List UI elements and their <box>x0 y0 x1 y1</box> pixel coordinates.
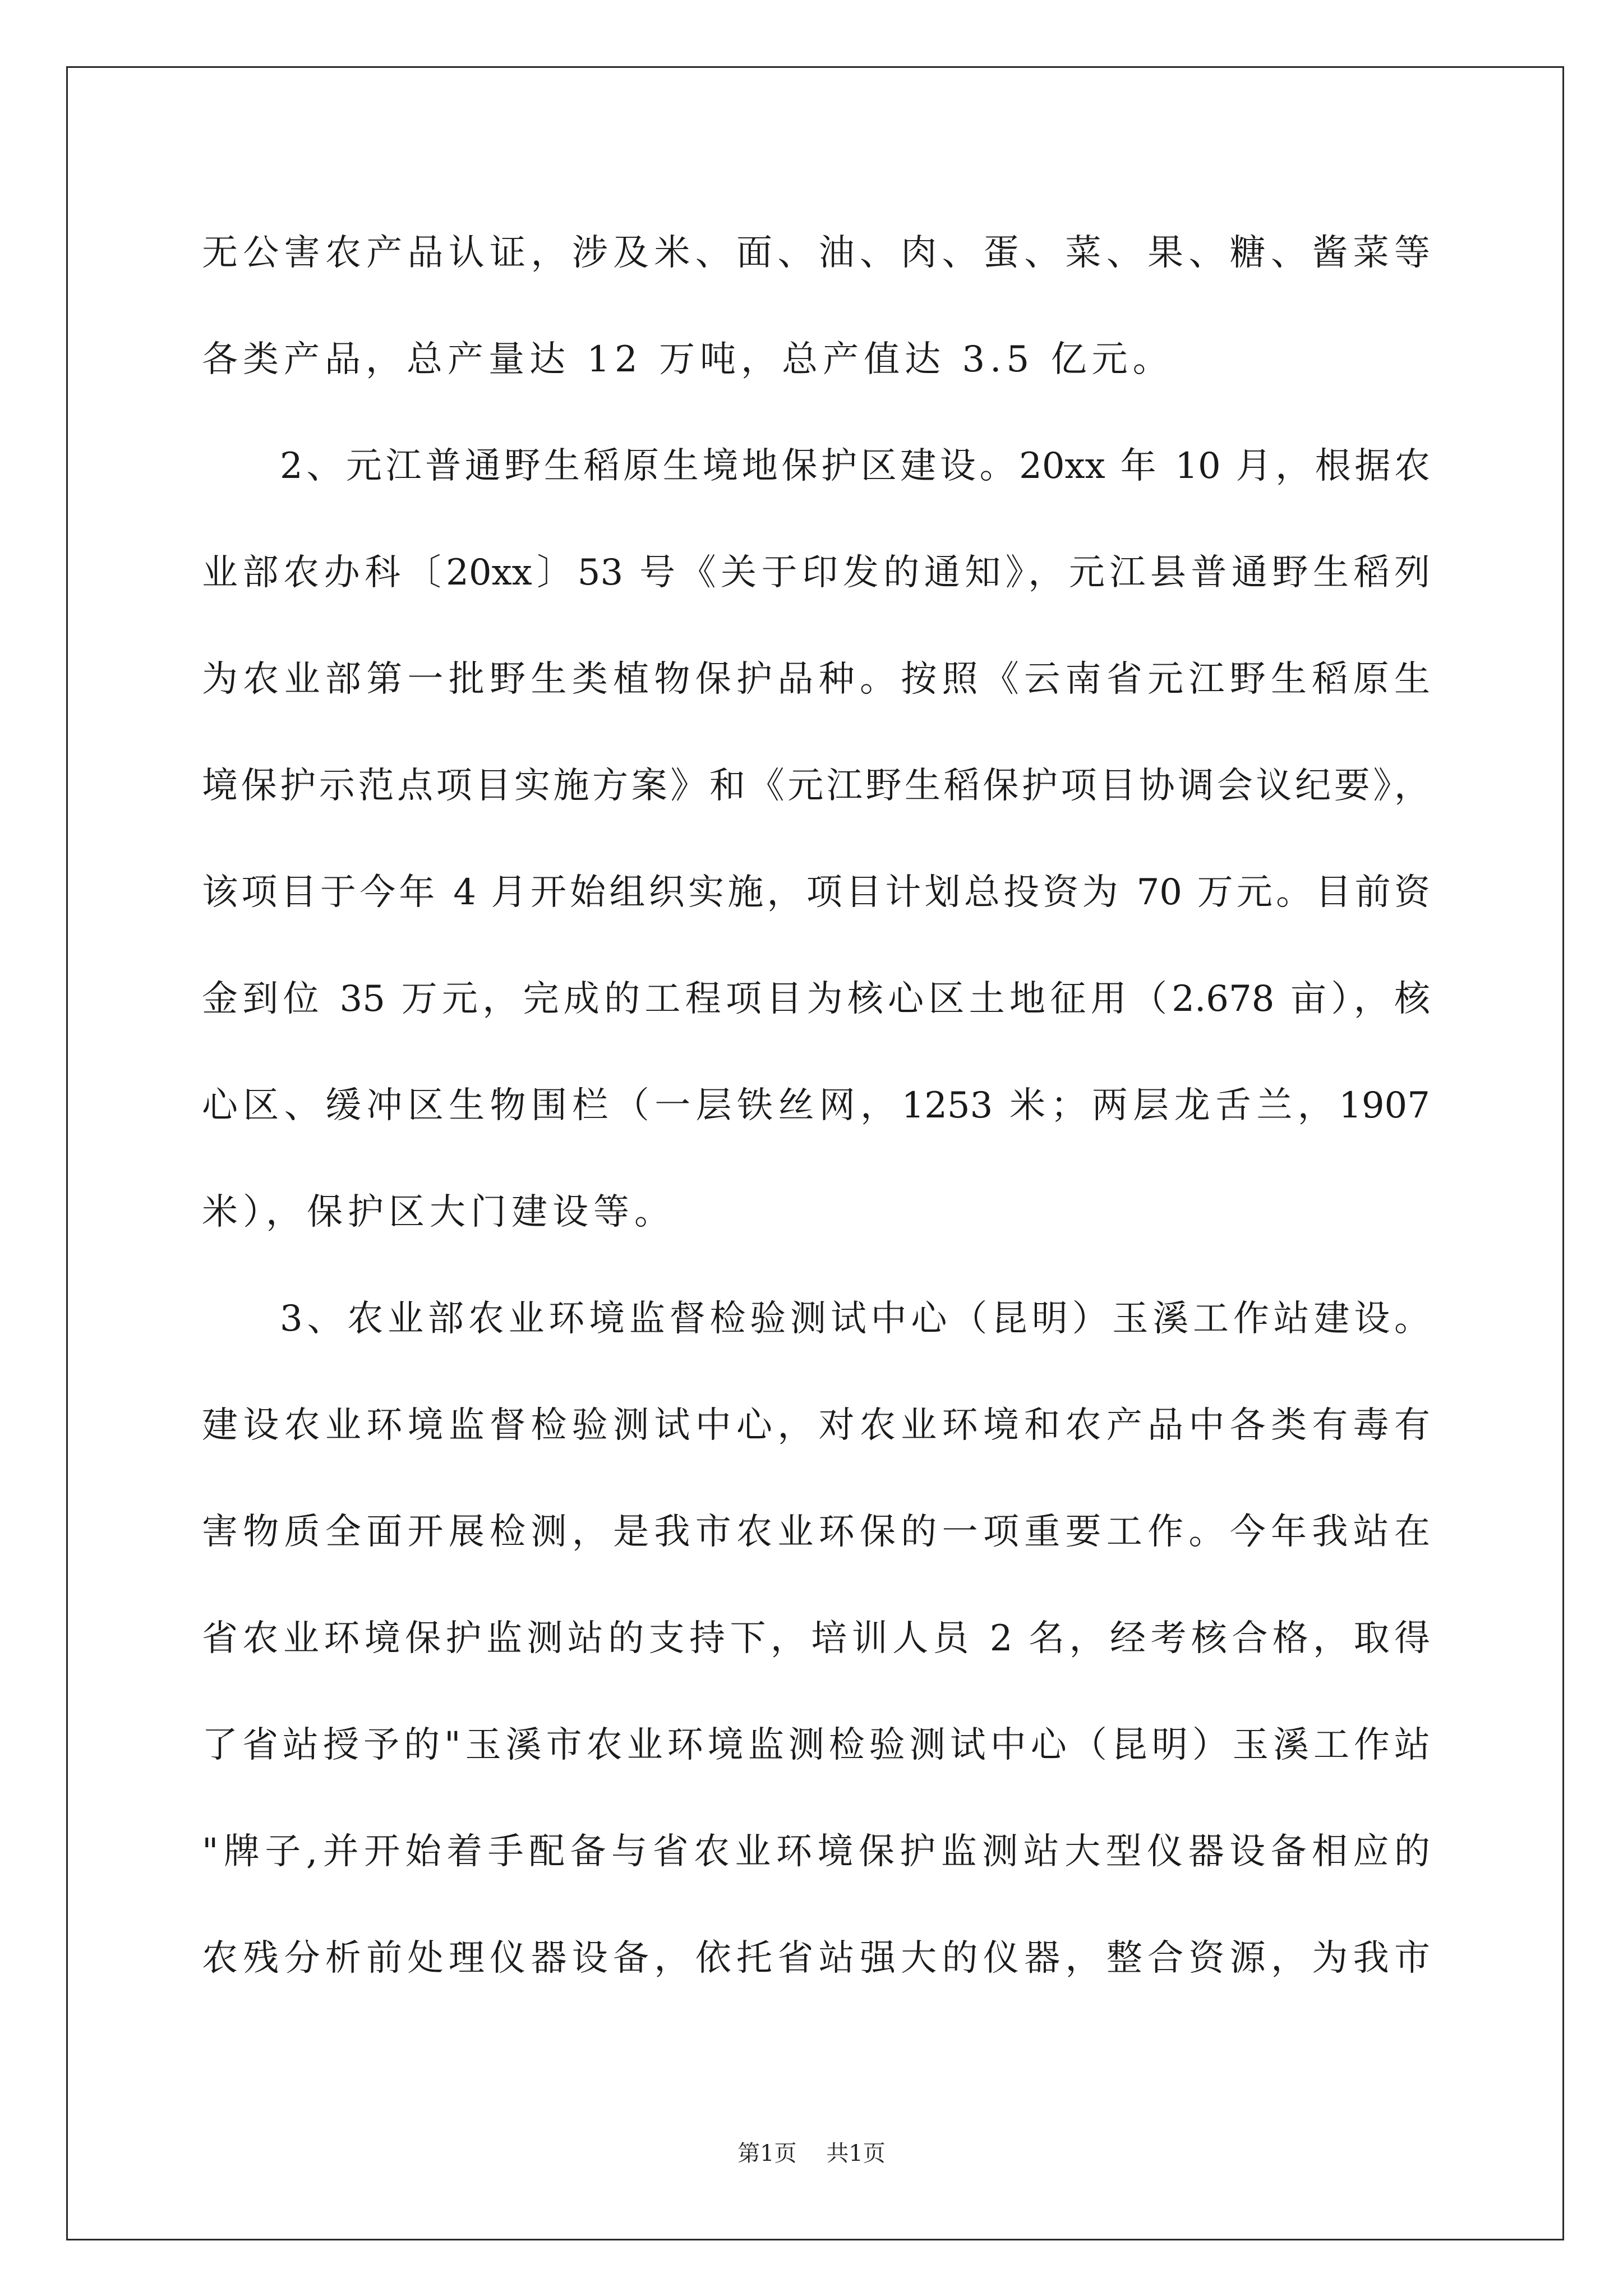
page-footer <box>0 2137 1623 2170</box>
text-line: 建设农业环境监督检验测试中心，对农业环境和农产品中各类有毒有 <box>202 1405 1430 1446</box>
page-total: 共1页 <box>826 2141 886 2166</box>
text-line: 省农业环境保护监测站的支持下，培训人员 2 名，经考核合格，取得 <box>202 1618 1430 1659</box>
paragraph <box>202 200 1430 413</box>
text-line: 该项目于今年 4 月开始组织实施，项目计划总投资为 70 万元。目前资 <box>202 872 1430 913</box>
text-line: 各类产品，总产量达 12 万吨，总产值达 3.5 亿元。 <box>202 339 1174 380</box>
text-line: 业部农办科〔20xx〕53 号《关于印发的通知》，元江县普通野生稻列 <box>202 552 1430 593</box>
text-line: 2、元江普通野生稻原生境地保护区建设。20xx 年 10 月，根据农 <box>280 445 1430 487</box>
text-line: 3、农业部农业环境监督检验测试中心（昆明）玉溪工作站建设。 <box>280 1298 1430 1340</box>
page-number: 第1页 <box>737 2141 797 2166</box>
paragraph <box>202 413 1430 1266</box>
text-line: 金到位 35 万元，完成的工程项目为核心区土地征用（2.678 亩），核 <box>202 978 1430 1020</box>
text-line: 农残分析前处理仪器设备，依托省站强大的仪器，整合资源，为我市 <box>202 1938 1430 1979</box>
text-line: "牌子,并开始着手配备与省农业环境保护监测站大型仪器设备相应的 <box>202 1831 1430 1872</box>
text-line: 心区、缓冲区生物围栏（一层铁丝网，1253 米；两层龙舌兰，1907 <box>202 1085 1430 1126</box>
text-line: 境保护示范点项目实施方案》和《元江野生稻保护项目协调会议纪要》， <box>202 765 1430 807</box>
body-text <box>202 200 1430 2012</box>
text-line: 了省站授予的"玉溪市农业环境监测检验测试中心（昆明）玉溪工作站 <box>202 1724 1430 1766</box>
text-line: 米），保护区大门建设等。 <box>202 1191 675 1233</box>
text-line: 无公害农产品认证，涉及米、面、油、肉、蛋、菜、果、糖、酱菜等 <box>202 232 1430 274</box>
text-line: 为农业部第一批野生类植物保护品种。按照《云南省元江野生稻原生 <box>202 659 1430 700</box>
paragraph <box>202 1266 1430 2012</box>
text-line: 害物质全面开展检测，是我市农业环保的一项重要工作。今年我站在 <box>202 1511 1430 1553</box>
